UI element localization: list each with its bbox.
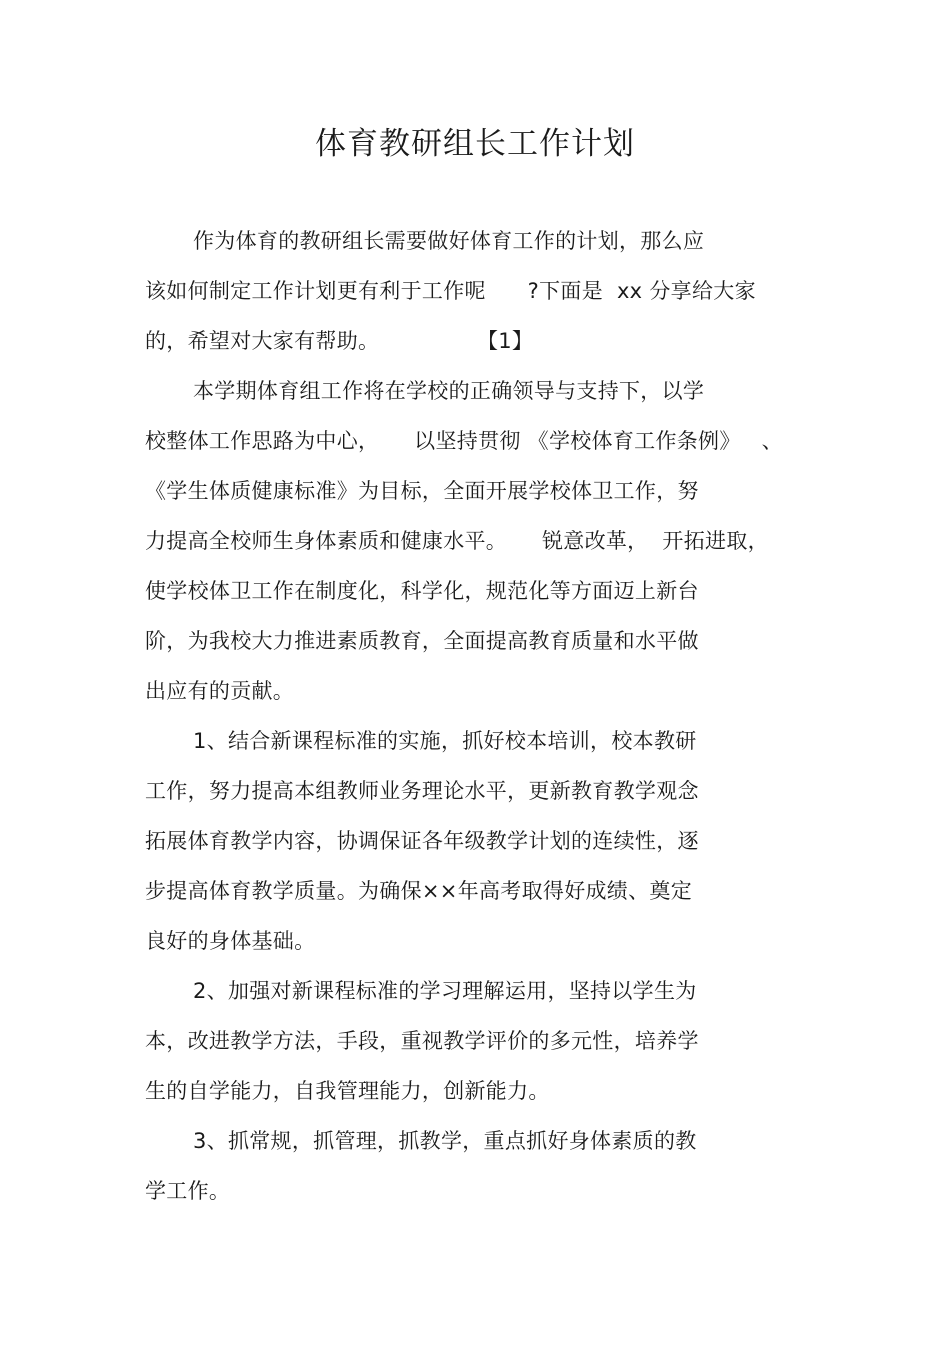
body-line-1: 本学期体育组工作将在学校的正确领导与支持下，以学 [193, 379, 705, 403]
item-3-line-2: 学工作。 [145, 1179, 231, 1203]
intro-line-1: 作为体育的教研组长需要做好体育工作的计划，那么应 [193, 229, 705, 253]
intro-line-3: 的，希望对大家有帮助。 【1】 [145, 329, 534, 353]
item-3-line-1: 3、抓常规，抓管理，抓教学，重点抓好身体素质的教 [193, 1129, 697, 1153]
body-line-6: 阶，为我校大力推进素质教育，全面提高教育质量和水平做 [145, 629, 699, 653]
item-1-line-1: 1、结合新课程标准的实施，抓好校本培训，校本教研 [193, 729, 697, 753]
item-2-line-2: 本，改进教学方法，手段，重视教学评价的多元性，培养学 [145, 1029, 699, 1053]
body-line-5: 使学校体卫工作在制度化，科学化，规范化等方面迈上新台 [145, 579, 699, 603]
item-1-line-4: 步提高体育教学质量。为确保××年高考取得好成绩、奠定 [145, 879, 692, 903]
item-1-line-3: 拓展体育教学内容，协调保证各年级教学计划的连续性，逐 [145, 829, 699, 853]
body-line-7: 出应有的贡献。 [145, 679, 295, 703]
body-line-4: 力提高全校师生身体素质和健康水平。 锐意改革， 开拓进取， [145, 529, 769, 553]
body-line-3: 《学生体质健康标准》为目标，全面开展学校体卫工作，努 [145, 479, 699, 503]
item-2-line-3: 生的自学能力，自我管理能力，创新能力。 [145, 1079, 550, 1103]
intro-line-2: 该如何制定工作计划更有利于工作呢 ?下面是 xx 分享给大家 [145, 279, 756, 303]
item-2-line-1: 2、加强对新课程标准的学习理解运用，坚持以学生为 [193, 979, 697, 1003]
item-1-line-2: 工作，努力提高本组教师业务理论水平，更新教育教学观念 [145, 779, 699, 803]
body-line-2: 校整体工作思路为中心， 以坚持贯彻 《学校体育工作条例》 、 [145, 429, 783, 453]
item-1-line-5: 良好的身体基础。 [145, 929, 316, 953]
document-title: 体育教研组长工作计划 [315, 126, 635, 162]
